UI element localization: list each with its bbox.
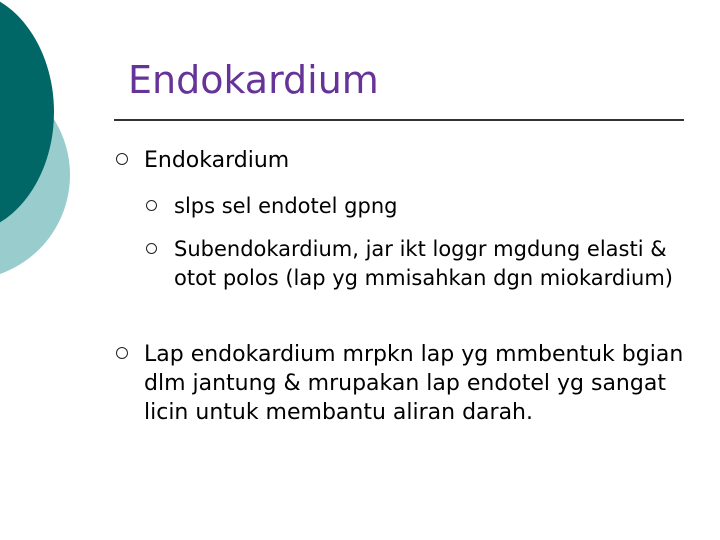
slide-title: Endokardium xyxy=(128,58,379,102)
bullet-item xyxy=(116,340,686,427)
bullet-text: Lap endokardium mrpkn lap yg mmbentuk bgian dlm jantung & mrupakan lap endotel yg sangat licin untuk membantu aliran darah. xyxy=(144,342,684,425)
bullet-circle-icon xyxy=(116,153,128,165)
corner-decoration xyxy=(0,0,90,290)
sub-bullet-item xyxy=(146,192,686,221)
sub-bullet-text: slps sel endotel gpng xyxy=(174,194,398,218)
sub-bullet-circle-icon xyxy=(146,200,157,211)
sub-bullet-circle-icon xyxy=(146,243,157,254)
sub-bullet-text: Subendokardium, jar ikt loggr mgdung elasti & otot polos (lap yg mmisahkan dgn miokardium) xyxy=(174,237,673,290)
bullet-circle-icon xyxy=(116,347,128,359)
title-underline xyxy=(114,119,684,121)
sub-bullet-item xyxy=(146,235,686,293)
bullet-item xyxy=(116,146,686,175)
bullet-text: Endokardium xyxy=(144,148,290,173)
